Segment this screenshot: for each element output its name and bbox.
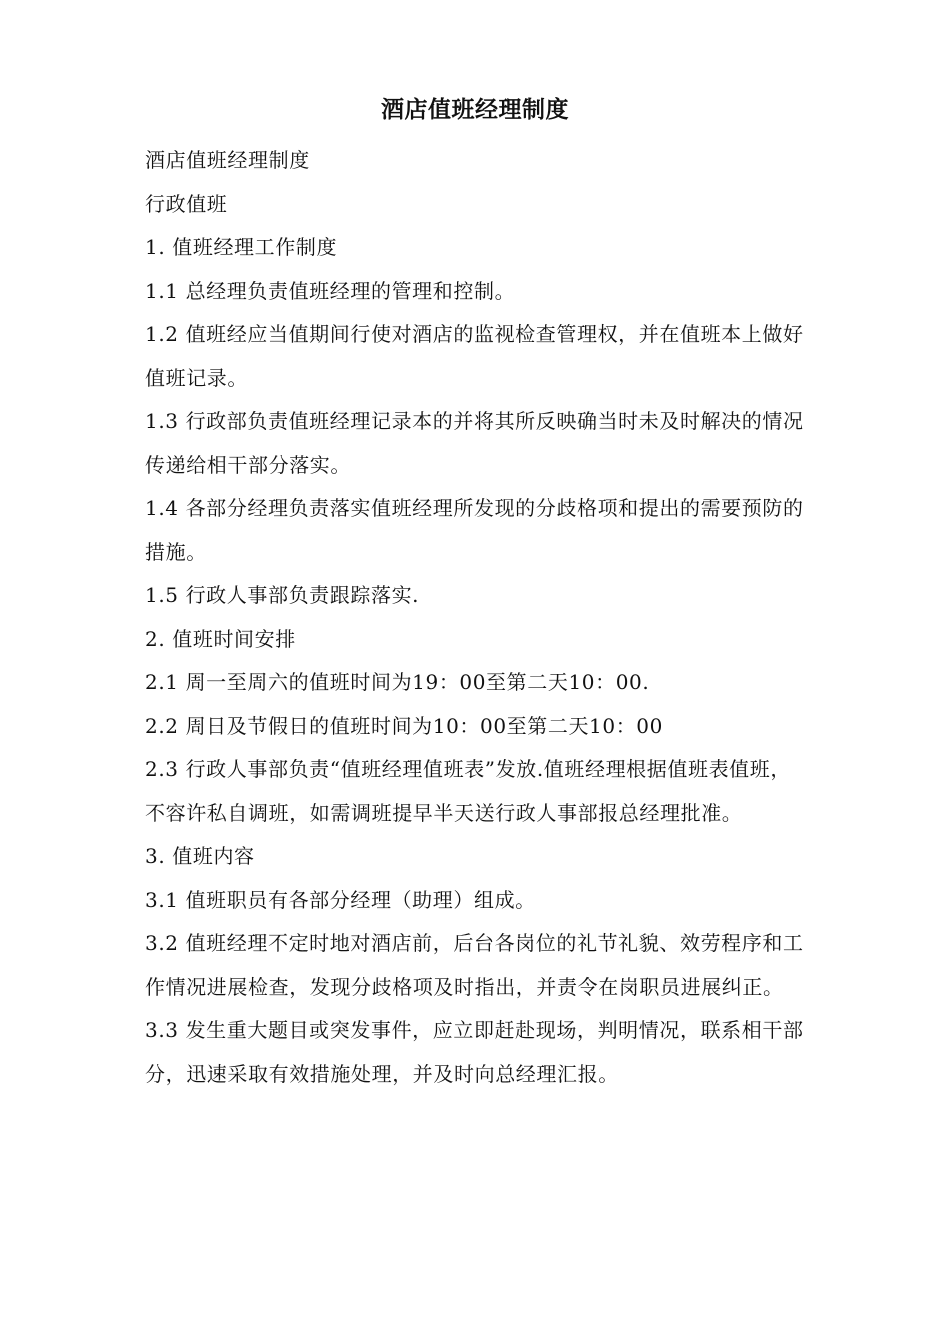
paragraph-3-3: 3.3 发生重大题目或突发事件，应立即赶赴现场，判明情况，联系相干部分，迅速采取有效措施处理，并及时向总经理汇报。 — [145, 1018, 804, 1086]
paragraph-1-3: 1.3 行政部负责值班经理记录本的并将其所反映确当时未及时解决的情况传递给相干部分落实。 — [145, 409, 804, 477]
paragraph-2-3: 2.3 行政人事部负责“值班经理值班表”发放.值班经理根据值班表值班，不容许私自调班，如需调班提早半天送行政人事部报总经理批准。 — [145, 757, 791, 825]
paragraph-1-1: 1.1 总经理负责值班经理的管理和控制。 — [145, 278, 516, 303]
paragraph-1-2: 1.2 值班经应当值期间行使对酒店的监视检查管理权，并在值班本上做好值班记录。 — [145, 322, 804, 390]
document-title: 酒店值班经理制度 — [381, 96, 569, 123]
heading-section-1: 1. 值班经理工作制度 — [145, 235, 338, 259]
heading-section-3: 3. 值班内容 — [145, 844, 255, 868]
document-body — [145, 139, 805, 1096]
heading-section-2: 2. 值班时间安排 — [145, 626, 296, 651]
paragraph-3-2: 3.2 值班经理不定时地对酒店前，后台各岗位的礼节礼貌、效劳程序和工作情况进展检查，发现分歧格项及时指出，并责令在岗职员进展纠正。 — [145, 931, 804, 999]
paragraph-3-1: 3.1 值班职员有各部分经理（助理）组成。 — [145, 887, 536, 912]
paragraph-subtitle: 酒店值班经理制度 — [145, 148, 310, 172]
paragraph-1-4: 1.4 各部分经理负责落实值班经理所发现的分歧格项和提出的需要预防的措施。 — [145, 496, 804, 564]
paragraph-section-label: 行政值班 — [145, 191, 228, 216]
paragraph-2-1: 2.1 周一至周六的值班时间为19：00至第二天10：00. — [145, 670, 650, 694]
paragraph-1-5: 1.5 行政人事部负责跟踪落实. — [145, 583, 420, 607]
paragraph-2-2: 2.2 周日及节假日的值班时间为10：00至第二天10：00 — [145, 713, 663, 738]
